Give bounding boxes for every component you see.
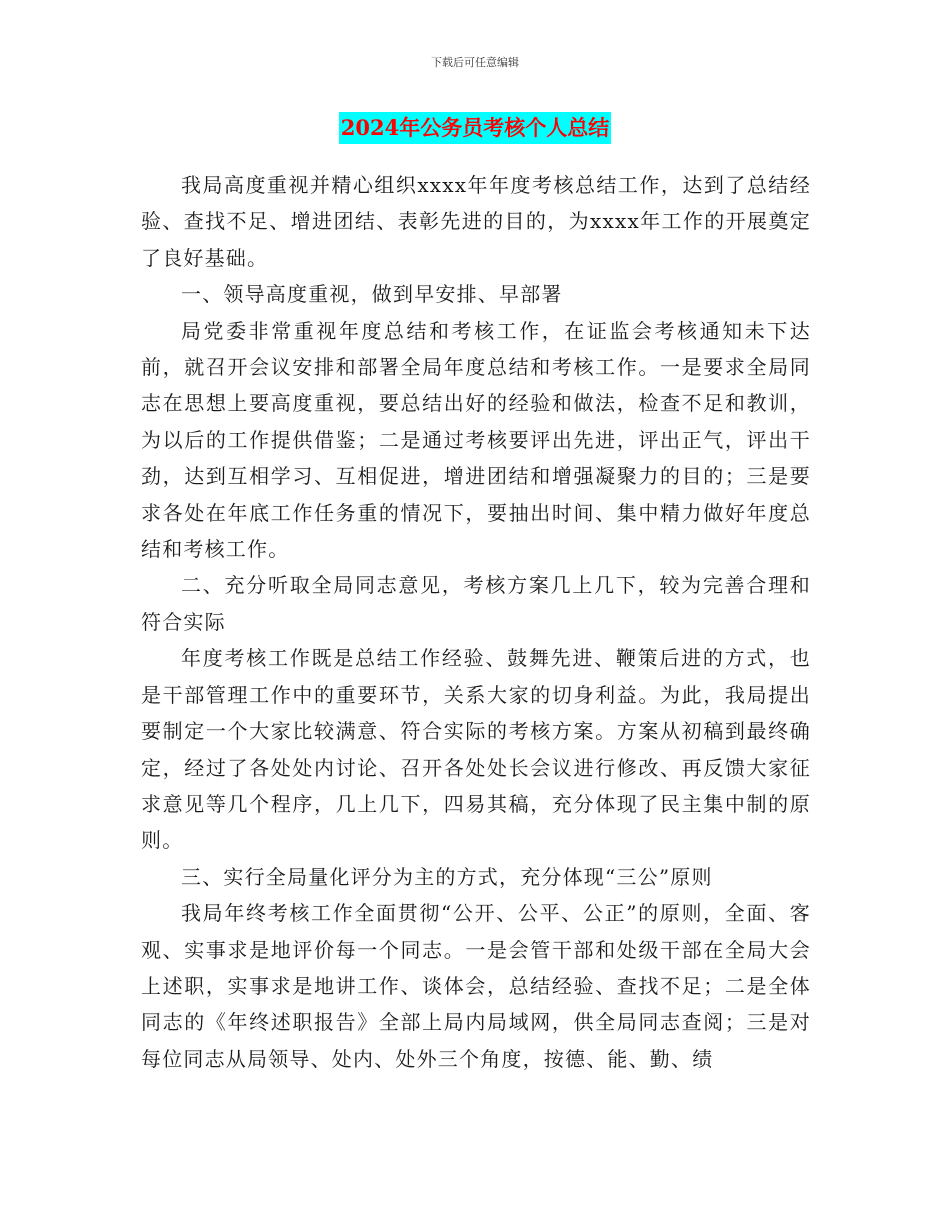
title-container xyxy=(0,112,950,144)
section-heading-3: 三、实行全局量化评分为主的方式，充分体现“三公”原则 xyxy=(181,864,713,889)
paragraph-section-2: 年度考核工作既是总结工作经验、鼓舞先进、鞭策后进的方式，也是干部管理工作中的重要环节，关系大家的切身利益。为此，我局提出要制定一个大家比较满意、符合实际的考核方案。方案从初稿到最终确定，经过了各处处内讨论、召开各处处长会议进行修改、再反馈大家征求意见等几个程序，几上几下，四易其稿，充分体现了民主集中制的原则。 xyxy=(141,646,811,853)
document-body xyxy=(141,167,811,1077)
paragraph-intro: 我局高度重视并精心组织xxxx年年度考核总结工作，达到了总结经验、查找不足、增进团结、表彰先进的目的，为xxxx年工作的开展奠定了良好基础。 xyxy=(141,173,811,270)
document-title: 2024年公务员考核个人总结 xyxy=(339,112,611,144)
paragraph-section-1: 局党委非常重视年度总结和考核工作，在证监会考核通知未下达前，就召开会议安排和部署全局年度总结和考核工作。一是要求全局同志在思想上要高度重视，要总结出好的经验和做法，检查不足和教训，为以后的工作提供借鉴；二是通过考核要评出先进，评出正气，评出干劲，达到互相学习、互相促进，增进团结和增强凝聚力的目的；三是要求各处在年底工作任务重的情况下，要抽出时间、集中精力做好年度总结和考核工作。 xyxy=(141,318,811,562)
section-heading-2: 二、充分听取全局同志意见，考核方案几上几下，较为完善合理和符合实际 xyxy=(141,573,811,634)
header-note: 下载后可任意编辑 xyxy=(431,56,519,69)
section-heading-1: 一、领导高度重视，做到早安排、早部署 xyxy=(181,282,563,307)
paragraph-section-3: 我局年终考核工作全面贯彻“公开、公平、公正”的原则，全面、客观、实事求是地评价每一个同志。一是会管干部和处级干部在全局大会上述职，实事求是地讲工作、谈体会，总结经验、查找不足；二是全体同志的《年终述职报告》全部上局内局域网，供全局同志查阅；三是对每位同志从局领导、处内、处外三个角度，按德、能、勤、绩 xyxy=(141,901,811,1071)
